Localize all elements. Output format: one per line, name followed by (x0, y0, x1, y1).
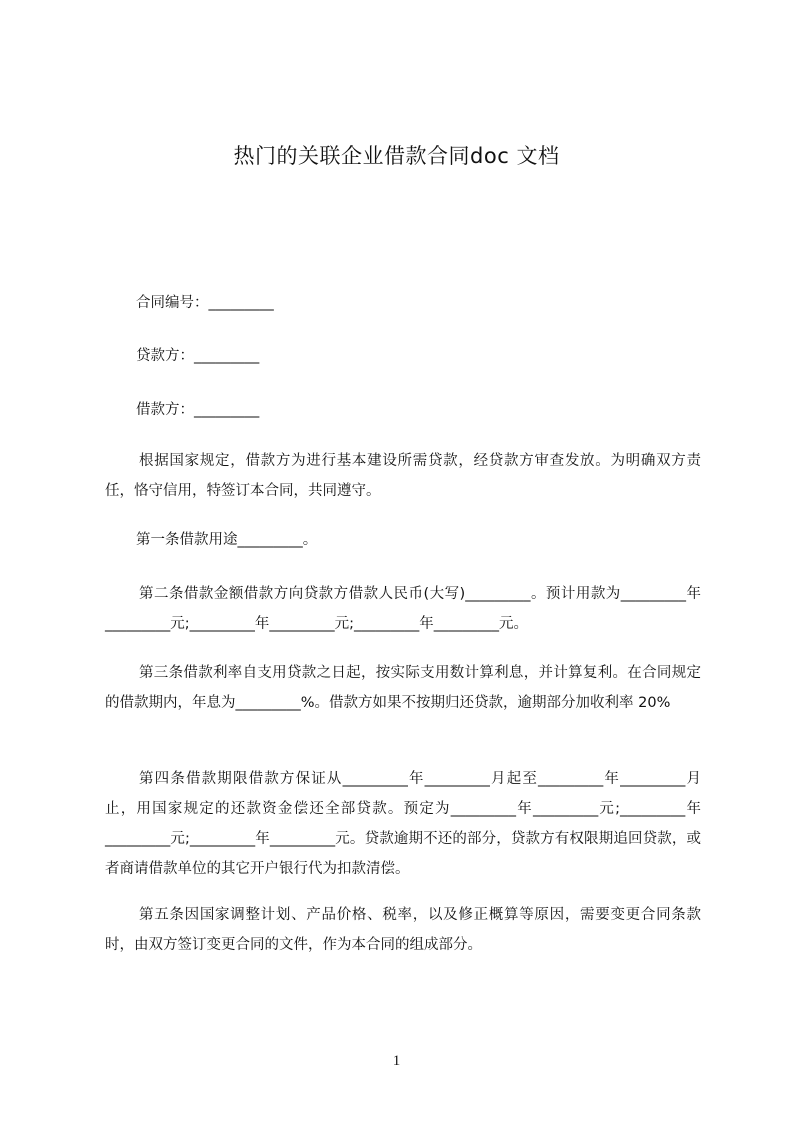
intro-paragraph: 根据国家规定，借款方为进行基本建设所需贷款，经贷款方审查发放。为明确双方责任，恪守信用，特签订本合同，共同遵守。 (105, 453, 701, 499)
document-title: 热门的关联企业借款合同doc 文档 (233, 144, 560, 168)
borrower-field: 借款方：_________ (136, 402, 260, 418)
contract-number-field: 合同编号：_________ (136, 295, 274, 311)
article-1: 第一条借款用途_________。 (136, 532, 318, 548)
article-5: 第五条因国家调整计划、产品价格、税率，以及修正概算等原因，需要变更合同条款时，由双方签订变更合同的文件，作为本合同的组成部分。 (105, 907, 701, 953)
article-4: 第四条借款期限借款方保证从_________年_________月起至_________年_________月止，用国家规定的还款资金偿还全部贷款。预定为_________年_________元;_________年_________元;_________年_________元。贷款逾期不还的部分，贷款方有权限期追回贷款，或者商请借款单位的其它开户银行代为扣款清偿。 (105, 771, 701, 877)
article-2: 第二条借款金额借款方向贷款方借款人民币(大写)_________。预计用款为_________年_________元;_________年_________元;_________年_________元。 (105, 586, 701, 632)
article-3: 第三条借款利率自支用贷款之日起，按实际支用数计算利息，并计算复利。在合同规定的借款期内，年息为_________%。借款方如果不按期归还贷款，逾期部分加收利率 20% (105, 665, 701, 711)
lender-field: 贷款方：_________ (136, 348, 260, 364)
page-number: 1 (392, 1053, 401, 1069)
